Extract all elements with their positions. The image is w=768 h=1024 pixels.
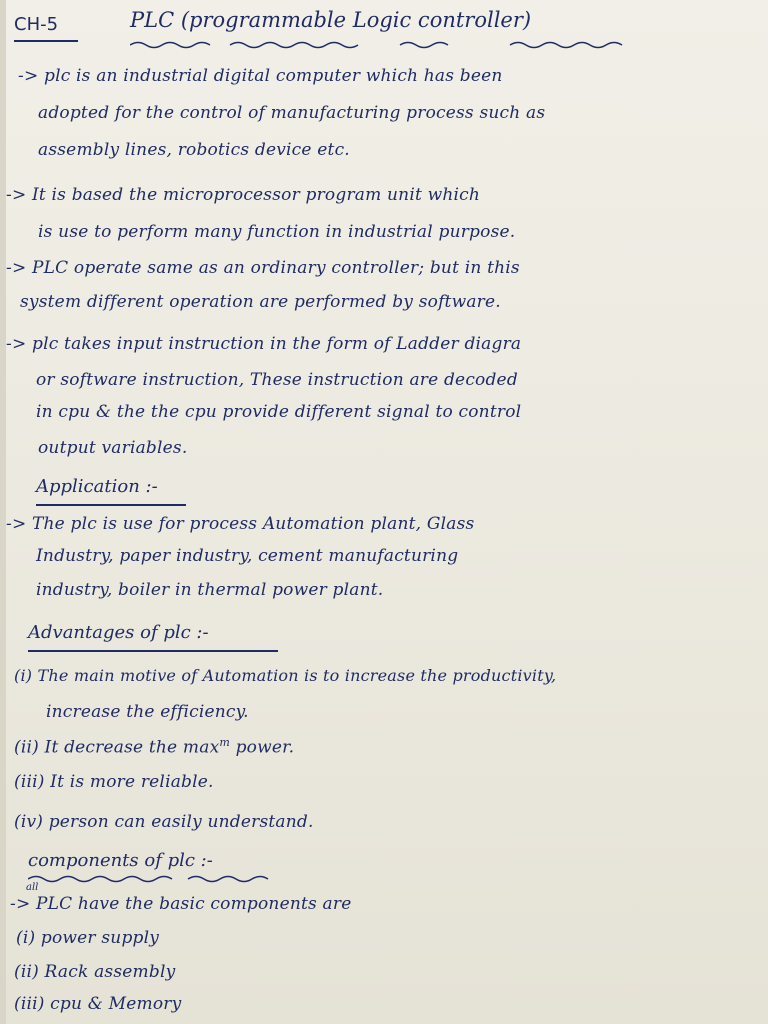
application-line: Industry, paper industry, cement manufacturing <box>36 546 459 566</box>
intro-line: -> plc takes input instruction in the form of Ladder diagra <box>6 334 522 354</box>
page-edge <box>0 0 6 1024</box>
intro-line: or software instruction, These instruction are decoded <box>36 370 518 390</box>
intro-line: adopted for the control of manufacturing process such as <box>38 103 546 123</box>
chapter-label: CH-5 <box>14 14 59 35</box>
intro-line: -> plc is an industrial digital computer which has been <box>18 66 503 86</box>
chapter-underline <box>14 40 78 42</box>
max-superscript: m <box>219 736 230 749</box>
all-insert-mark: all <box>26 882 39 893</box>
advantages-heading: Advantages of plc :- <box>28 622 209 643</box>
intro-line: is use to perform many function in industrial purpose. <box>38 222 516 242</box>
components-heading-underline <box>28 874 298 884</box>
application-heading-underline <box>36 504 186 506</box>
advantage-item <box>14 736 294 758</box>
advantage-item-text: (ii) It decrease the max <box>14 737 220 758</box>
intro-line: system different operation are performed by software. <box>20 292 501 312</box>
intro-line: -> PLC operate same as an ordinary controller; but in this <box>6 258 520 278</box>
component-item: (iii) cpu & Memory <box>14 994 182 1014</box>
advantages-heading-underline <box>28 650 278 652</box>
advantage-item: (i) The main motive of Automation is to increase the productivity, <box>14 666 557 685</box>
advantage-item: (iv) person can easily understand. <box>14 812 314 832</box>
application-heading: Application :- <box>36 476 158 497</box>
page-title: PLC (programmable Logic controller) <box>130 8 532 32</box>
component-item: (i) power supply <box>16 928 160 948</box>
advantage-item: increase the efficiency. <box>46 702 249 722</box>
application-line: -> The plc is use for process Automation plant, Glass <box>6 514 475 534</box>
component-item: (ii) Rack assembly <box>14 962 176 982</box>
advantage-item: (iii) It is more reliable. <box>14 772 214 792</box>
intro-line: -> It is based the microprocessor program unit which <box>6 185 481 205</box>
intro-line: in cpu & the the cpu provide different signal to control <box>36 402 522 422</box>
intro-line: assembly lines, robotics device etc. <box>38 140 350 160</box>
component-line: -> PLC have the basic components are <box>10 894 352 914</box>
intro-line: output variables. <box>38 438 188 458</box>
components-heading: components of plc :- <box>28 850 213 871</box>
application-line: industry, boiler in thermal power plant. <box>36 580 384 600</box>
advantage-item-tail: power. <box>230 737 295 758</box>
title-underline <box>130 40 650 50</box>
